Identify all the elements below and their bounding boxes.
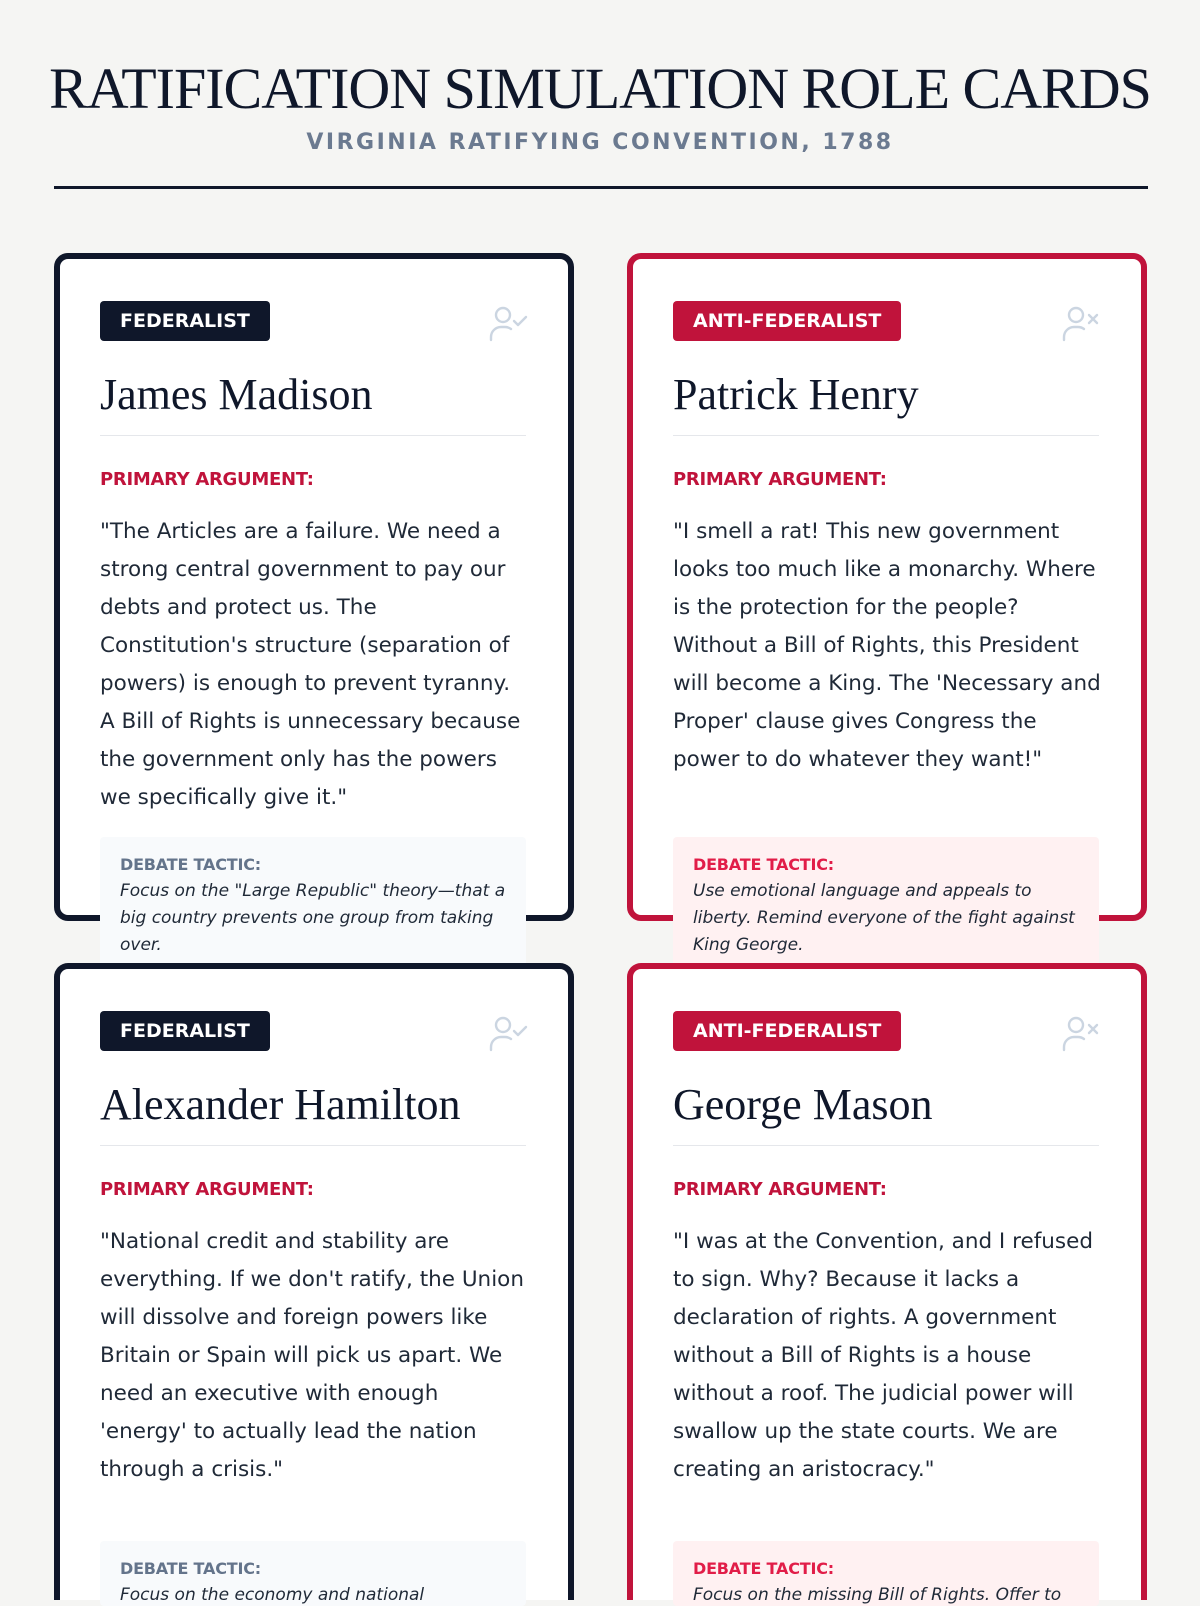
name-divider bbox=[673, 435, 1099, 436]
debate-tactic-box bbox=[673, 1541, 1099, 1606]
role-card-madison bbox=[54, 253, 574, 955]
role-card-henry bbox=[627, 253, 1147, 955]
user-check-icon bbox=[488, 303, 528, 343]
role-name: James Madison bbox=[100, 370, 373, 419]
user-check-icon bbox=[488, 1013, 528, 1053]
primary-argument-text: "I was at the Convention, and I refused to sign. Why? Because it lacks a declaration of rights. A government without a Bill of Rights is a house without a roof. The judicial power will swallow up the state courts. We are creating an aristocracy." bbox=[673, 1229, 1093, 1482]
debate-tactic-box bbox=[100, 1541, 526, 1606]
debate-tactic-text: Focus on the economy and national bbox=[120, 1585, 425, 1605]
debate-tactic-box bbox=[100, 837, 526, 967]
debate-tactic-text: Focus on the "Large Republic" theory—that a big country prevents one group from taking over. bbox=[120, 881, 506, 955]
primary-argument-text: "The Articles are a failure. We need a strong central government to pay our debts and protect us. The Constitution's structure (separation of powers) is enough to prevent tyranny. A Bill of Rights is unnecessary because the government only has the powers we specifically give it." bbox=[100, 519, 521, 810]
role-name: George Mason bbox=[673, 1080, 933, 1129]
debate-tactic-label: DEBATE TACTIC: bbox=[120, 1559, 261, 1578]
primary-argument-label: PRIMARY ARGUMENT: bbox=[673, 469, 887, 490]
debate-tactic-text: Focus on the missing Bill of Rights. Offer to bbox=[693, 1585, 1062, 1605]
role-name: Patrick Henry bbox=[673, 370, 919, 419]
role-card-hamilton bbox=[54, 963, 574, 1605]
debate-tactic-box bbox=[673, 837, 1099, 967]
debate-tactic-label: DEBATE TACTIC: bbox=[693, 1559, 834, 1578]
page-title: RATIFICATION SIMULATION ROLE CARDS bbox=[49, 56, 1151, 121]
primary-argument-text: "National credit and stability are everything. If we don't ratify, the Union will dissolve and foreign powers like Britain or Spain will pick us apart. We need an executive with enough 'energy' to actually lead the nation through a crisis." bbox=[100, 1229, 524, 1482]
name-divider bbox=[100, 1145, 526, 1146]
name-divider bbox=[673, 1145, 1099, 1146]
party-badge: ANTI-FEDERALIST bbox=[673, 301, 901, 341]
page-subtitle: VIRGINIA RATIFYING CONVENTION, 1788 bbox=[306, 130, 894, 155]
user-x-icon bbox=[1061, 1013, 1101, 1053]
user-x-icon bbox=[1061, 303, 1101, 343]
debate-tactic-label: DEBATE TACTIC: bbox=[693, 855, 834, 874]
debate-tactic-label: DEBATE TACTIC: bbox=[120, 855, 261, 874]
role-name: Alexander Hamilton bbox=[100, 1080, 461, 1129]
debate-tactic-text: Use emotional language and appeals to liberty. Remind everyone of the fight against King George. bbox=[693, 881, 1075, 955]
name-divider bbox=[100, 435, 526, 436]
primary-argument-text: "I smell a rat! This new government looks too much like a monarchy. Where is the protection for the people? Without a Bill of Rights, this President will become a King. The 'Necessary and Proper' clause gives Congress the power to do whatever they want!" bbox=[673, 519, 1101, 772]
primary-argument-label: PRIMARY ARGUMENT: bbox=[100, 469, 314, 490]
primary-argument-label: PRIMARY ARGUMENT: bbox=[673, 1179, 887, 1200]
primary-argument-label: PRIMARY ARGUMENT: bbox=[100, 1179, 314, 1200]
header-divider bbox=[54, 186, 1148, 189]
party-badge: FEDERALIST bbox=[100, 301, 270, 341]
party-badge: ANTI-FEDERALIST bbox=[673, 1011, 901, 1051]
role-card-mason bbox=[627, 963, 1147, 1605]
party-badge: FEDERALIST bbox=[100, 1011, 270, 1051]
